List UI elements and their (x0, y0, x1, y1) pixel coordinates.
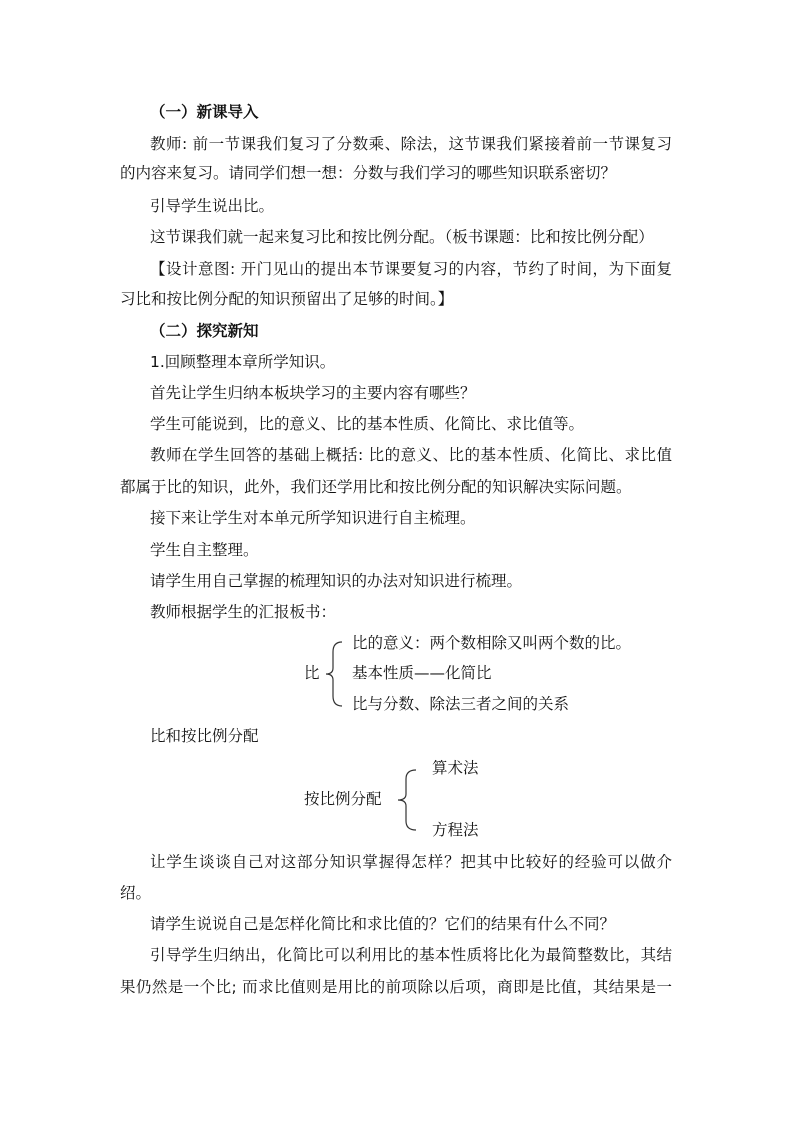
paragraph-line: 学生自主整理。 (150, 541, 259, 559)
paragraph-line: 接下来让学生对本单元所学知识进行自主梳理。 (150, 509, 476, 527)
diagram-branch-relation: 比与分数、除法三者之间的关系 (352, 695, 570, 713)
section-heading-intro: （一）新课导入 (150, 103, 259, 121)
paragraph-line: 教师在学生回答的基础上概括: 比的意义、比的基本性质、化简比、求比值 (150, 446, 672, 464)
paragraph-line: 果仍然是一个比; 而求比值则是用比的前项除以后项，商即是比值，其结果是一 (120, 978, 672, 996)
paragraph-line: 请学生用自己掌握的梳理知识的办法对知识进行梳理。 (150, 572, 523, 590)
list-item: 1.回顾整理本章所学知识。 (150, 353, 336, 371)
paragraph-line: 都属于比的知识，此外，我们还学用比和按比例分配的知识解决实际问题。 (120, 478, 632, 496)
paragraph-line: 绍。 (120, 884, 152, 902)
diagram-branch-equation: 方程法 (432, 821, 479, 839)
paragraph-line: 引导学生说出比。 (150, 197, 275, 215)
diagram-root-label: 按比例分配 (304, 790, 382, 808)
design-intent-line: 习比和按比例分配的知识预留出了足够的时间。】 (120, 290, 454, 308)
paragraph-line: 的内容来复习。请同学们想一想：分数与我们学习的哪些知识联系密切？ (120, 164, 617, 182)
left-brace-icon (324, 640, 344, 708)
design-intent-line: 【设计意图: 开门见山的提出本节课要复习的内容，节约了时间，为下面复 (150, 260, 672, 278)
paragraph-line: 教师根据学生的汇报板书： (150, 603, 337, 621)
diagram-branch-arithmetic: 算术法 (432, 759, 479, 777)
paragraph-line: 教师: 前一节课我们复习了分数乘、除法，这节课我们紧接着前一节课复习 (150, 135, 672, 153)
section-heading-explore: （二）探究新知 (150, 322, 259, 340)
paragraph-line: 引导学生归纳出，化简比可以利用比的基本性质将比化为最简整数比，其结 (150, 946, 672, 964)
paragraph-line: 首先让学生归纳本板块学习的主要内容有哪些？ (150, 384, 476, 402)
diagram-title: 比和按比例分配 (150, 727, 259, 745)
diagram-root-label: 比 (304, 664, 320, 682)
diagram-branch-meaning: 比的意义：两个数相除又叫两个数的比。 (352, 634, 632, 652)
paragraph-line: 请学生说说自己是怎样化简比和求比值的？它们的结果有什么不同？ (150, 915, 616, 933)
paragraph-line: 让学生谈谈自己对这部分知识掌握得怎样？把其中比较好的经验可以做介 (150, 853, 672, 871)
diagram-branch-property: 基本性质——化简比 (352, 664, 492, 682)
paragraph-line: 这节课我们就一起来复习比和按比例分配。（板书课题：比和按比例分配） (150, 228, 654, 246)
left-brace-icon (396, 768, 418, 832)
paragraph-line: 学生可能说到，比的意义、比的基本性质、化简比、求比值等。 (150, 415, 585, 433)
